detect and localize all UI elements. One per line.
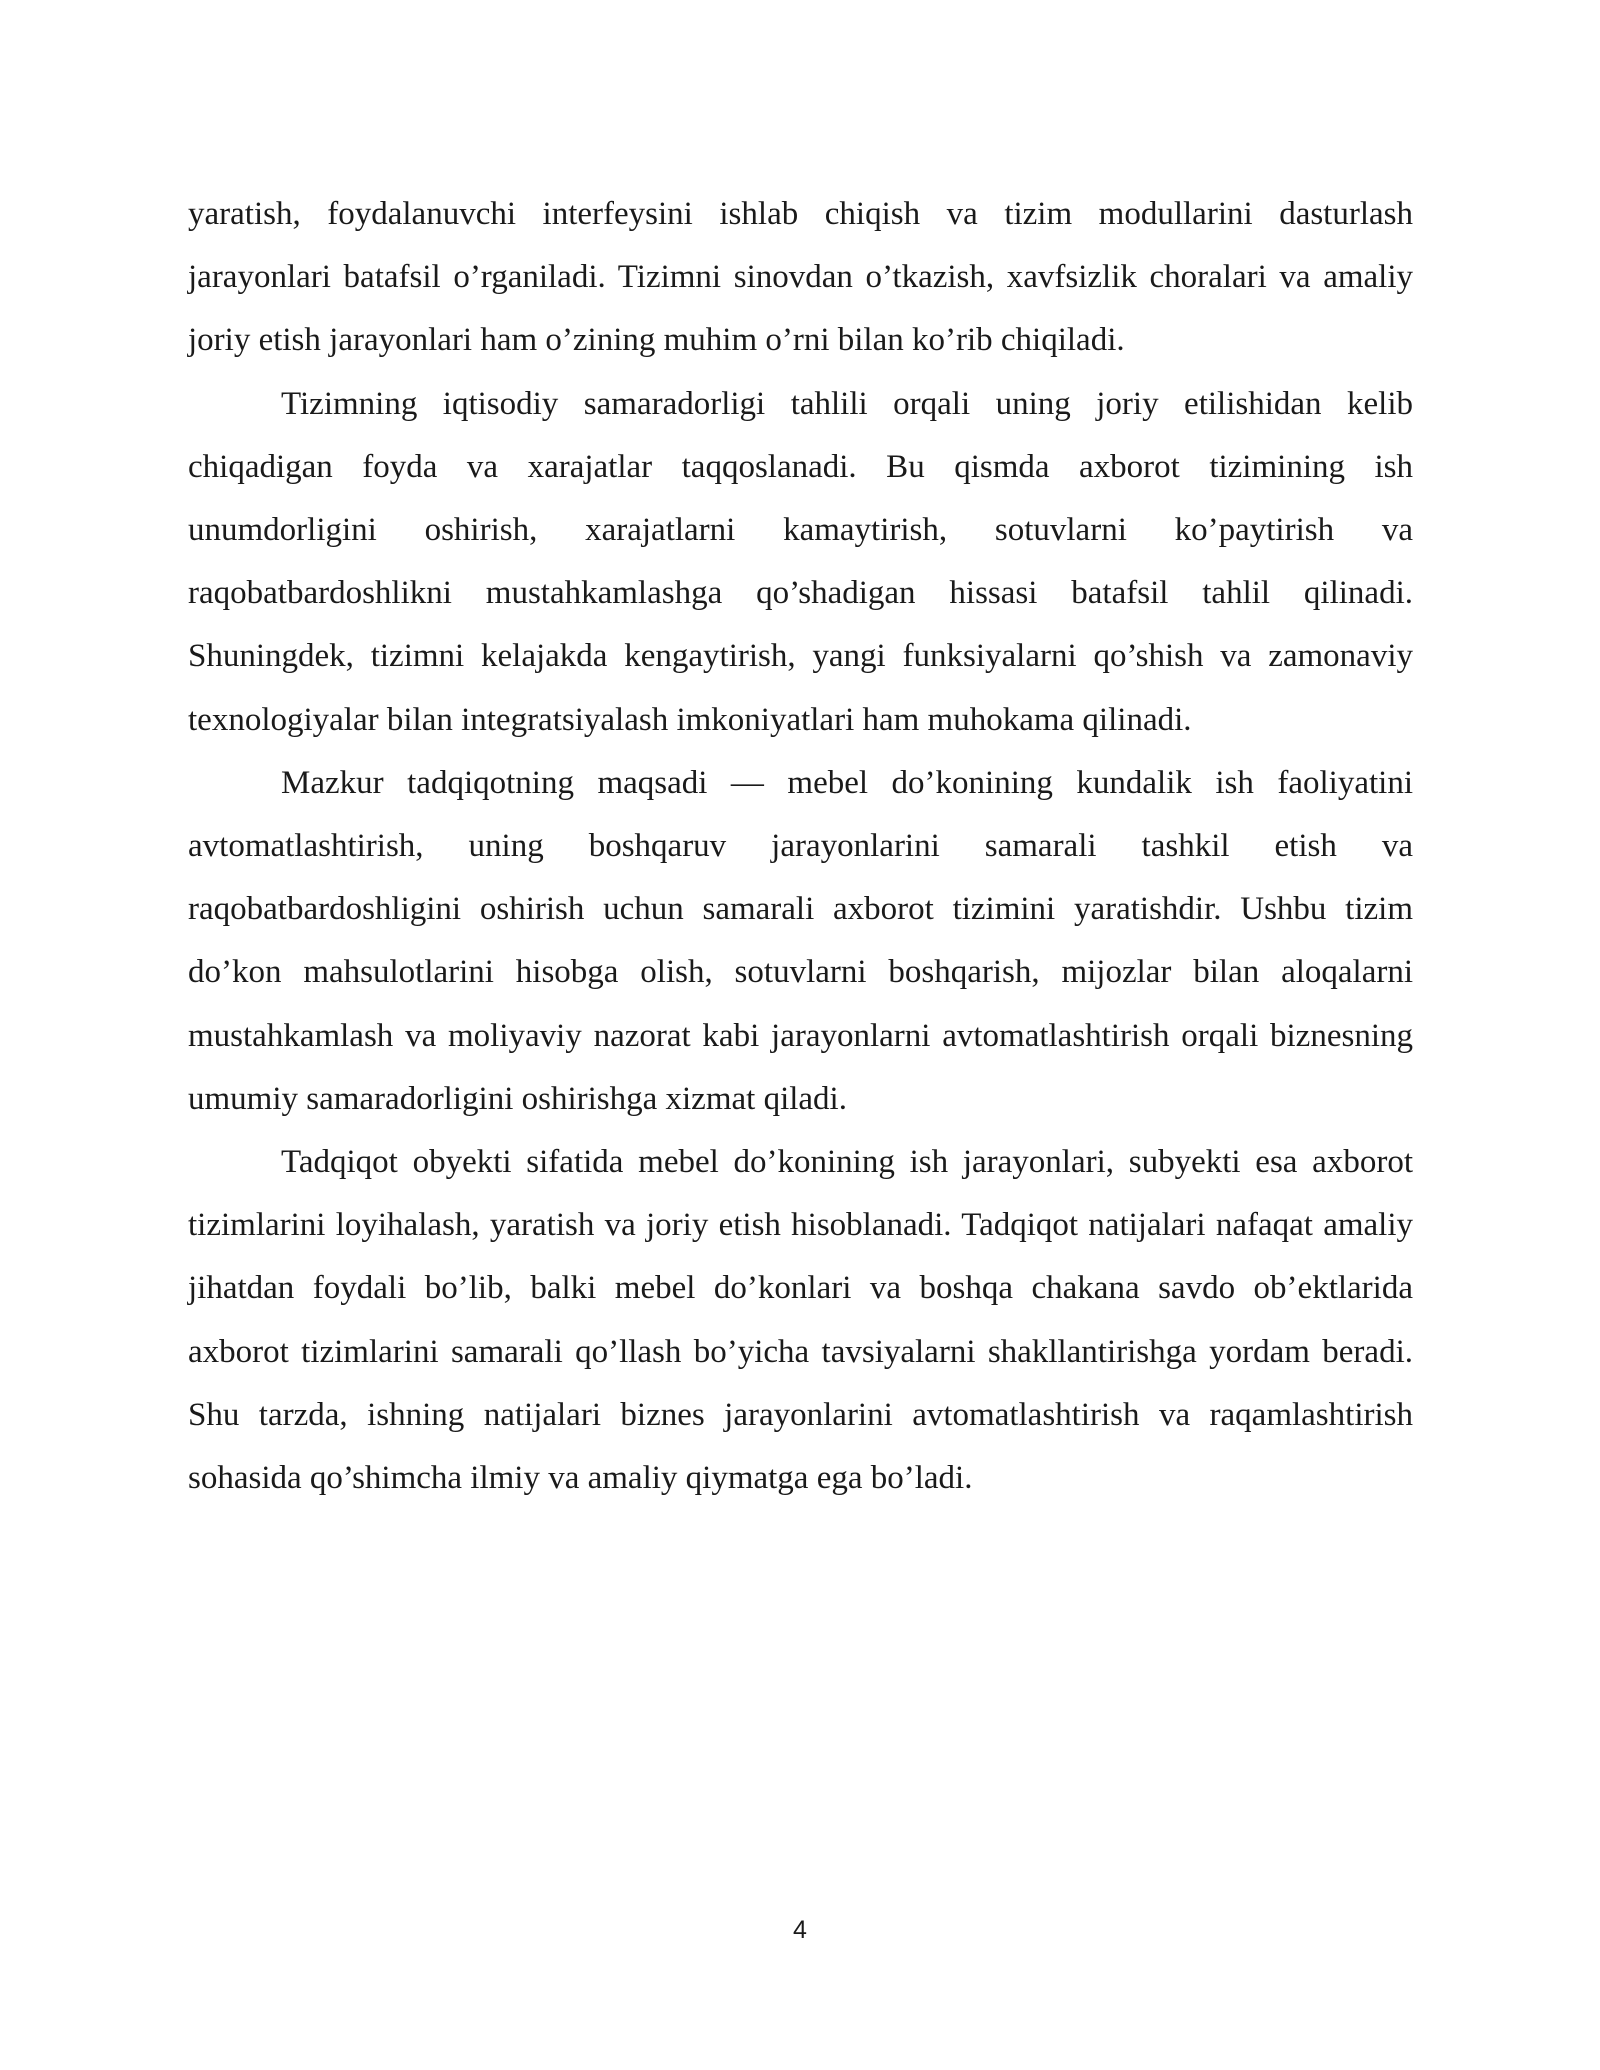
paragraph-continuation: yaratish, foydalanuvchi interfeysini ishlab chiqish va tizim modullarini dasturlash jarayonlari batafsil o’rganiladi. Tizimni sinovdan o’tkazish, xavfsizlik choralari va amaliy joriy etish jarayonlari ham o’zining muhim o’rni bilan ko’rib chiqiladi. xyxy=(188,196,1413,359)
paragraph-research-goal: Mazkur tadqiqotning maqsadi — mebel do’konining kundalik ish faoliyatini avtomatlashtirish, uning boshqaruv jarayonlarini samarali tashkil etish va raqobatbardoshligini oshirish uchun samarali axborot tizimini yaratishdir. Ushbu tizim do’kon mahsulotlarini hisobga olish, sotuvlarni boshqarish, mijozlar bilan aloqalarni mustahkamlash va moliyaviy nazorat kabi jarayonlarni avtomatlashtirish orqali biznesning umumiy samaradorligini oshirishga xizmat qiladi. xyxy=(188,764,1413,1117)
body-text xyxy=(188,183,1413,1510)
page-number: 4 xyxy=(793,1916,807,1944)
paragraph-research-object: Tadqiqot obyekti sifatida mebel do’konining ish jarayonlari, subyekti esa axborot tizimlarini loyihalash, yaratish va joriy etish hisoblanadi. Tadqiqot natijalari nafaqat amaliy jihatdan foydali bo’lib, balki mebel do’konlari va boshqa chakana savdo ob’ektlarida axborot tizimlarini samarali qo’llash bo’yicha tavsiyalarni shakllantirishga yordam beradi. Shu tarzda, ishning natijalari biznes jarayonlarini avtomatlashtirish va raqamlashtirish sohasida qo’shimcha ilmiy va amaliy qiymatga ega bo’ladi. xyxy=(188,1144,1413,1497)
paragraph-economic-efficiency: Tizimning iqtisodiy samaradorligi tahlili orqali uning joriy etilishidan kelib chiqadigan foyda va xarajatlar taqqoslanadi. Bu qismda axborot tizimining ish unumdorligini oshirish, xarajatlarni kamaytirish, sotuvlarni ko’paytirish va raqobatbardoshlikni mustahkamlashga qo’shadigan hissasi batafsil tahlil qilinadi. Shuningdek, tizimni kelajakda kengaytirish, yangi funksiyalarni qo’shish va zamonaviy texnologiyalar bilan integratsiyalash imkoniyatlari ham muhokama qilinadi. xyxy=(188,385,1413,738)
